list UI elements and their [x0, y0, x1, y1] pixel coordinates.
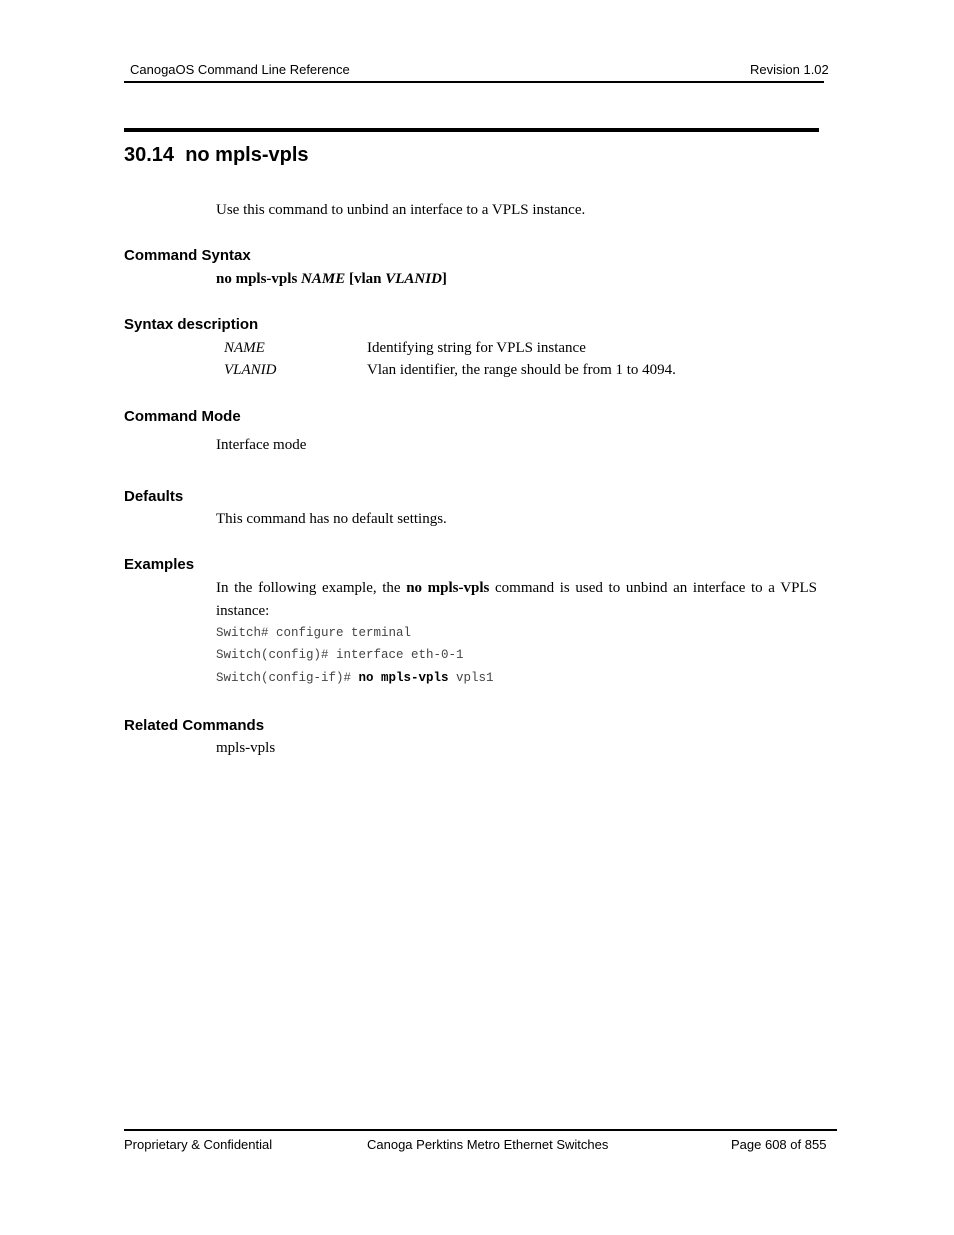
example-command-name: no mpls-vpls	[406, 580, 490, 596]
section-title	[124, 144, 309, 167]
section-divider	[124, 128, 819, 132]
code-prompt: Switch(config-if)#	[216, 671, 359, 685]
command-syntax-heading: Command Syntax	[124, 247, 251, 264]
syntax-command: no mpls-vpls	[216, 271, 302, 287]
syntax-vlan-keyword: [vlan	[345, 271, 386, 287]
command-mode-heading: Command Mode	[124, 408, 241, 425]
intro-text: Use this command to unbind an interface to a VPLS instance.	[216, 202, 586, 218]
defaults-heading: Defaults	[124, 488, 184, 505]
code-line: Switch(config)# interface eth-0-1	[216, 648, 464, 662]
param-name: NAME	[224, 340, 265, 356]
command-mode-text: Interface mode	[216, 437, 307, 453]
example-paragraph	[216, 577, 817, 623]
param-name: VLANID	[224, 362, 277, 378]
param-description: Vlan identifier, the range should be from 1 to 4094.	[367, 362, 676, 378]
footer-product: Canoga Perktins Metro Ethernet Switches	[367, 1137, 609, 1152]
section-name: no mpls-vpls	[185, 144, 309, 166]
example-text: In the following example, the	[216, 580, 407, 596]
param-description: Identifying string for VPLS instance	[367, 340, 586, 356]
related-command: mpls-vpls	[216, 740, 276, 756]
command-syntax-line	[216, 268, 447, 291]
examples-heading: Examples	[124, 556, 195, 573]
related-commands-heading: Related Commands	[124, 717, 265, 734]
code-command: no mpls-vpls	[358, 671, 449, 685]
running-header-title: CanogaOS Command Line Reference	[130, 62, 350, 77]
syntax-close-bracket: ]	[441, 271, 447, 287]
footer-divider	[124, 1129, 837, 1131]
code-argument: vpls1	[448, 671, 494, 685]
code-line	[216, 671, 494, 685]
footer-confidentiality: Proprietary & Confidential	[124, 1137, 273, 1152]
syntax-description-heading: Syntax description	[124, 316, 259, 333]
syntax-param-vlanid: VLANID	[385, 271, 442, 287]
code-line: Switch# configure terminal	[216, 626, 412, 640]
example-text: command is used to unbind an interface to a VPLS instance:	[216, 580, 817, 619]
defaults-text: This command has no default settings.	[216, 511, 447, 527]
section-number: 30.14	[124, 144, 175, 166]
running-header-revision: Revision 1.02	[750, 62, 829, 77]
footer-page-number: Page 608 of 855	[731, 1137, 827, 1152]
syntax-param-name: NAME	[301, 271, 346, 287]
header-divider	[124, 81, 824, 83]
